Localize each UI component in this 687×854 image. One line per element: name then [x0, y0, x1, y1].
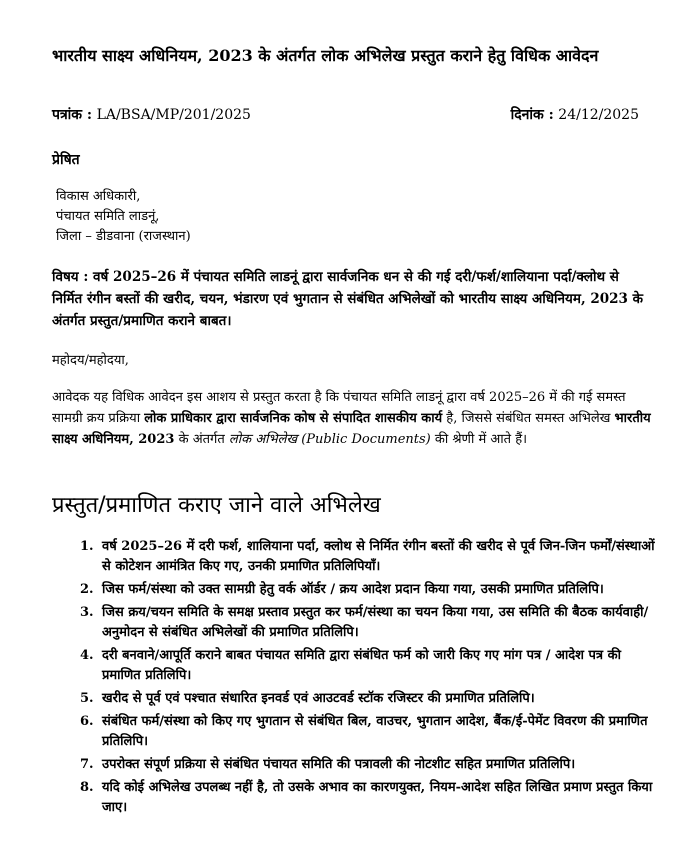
item-number: 5. — [80, 691, 94, 706]
item-text: दरी बनवाने/आपूर्ति कराने बाबत पंचायत समिति द्वारा संबंधित फर्म को जारी किए गए मांग पत्र / आदेश पत्र की प्रमाणित प्रतिलिपि। — [102, 648, 621, 683]
list-item — [80, 712, 660, 752]
subject — [52, 266, 652, 332]
item-text: उपरोक्त संपूर्ण प्रक्रिया से संबंधित पंचायत समिति की पत्रावली की नोटशीट सहित प्रमाणित प्रतिलिपि। — [102, 757, 576, 772]
item-number: 6. — [80, 714, 94, 729]
item-text: वर्ष 2025–26 में दरी फर्श, शालियाना पर्दा, क्लोथ से निर्मित रंगीन बस्तों की खरीद से पूर्व जिन-जिन फर्मों/संस्थाओं से कोटेशन आमंत्रित किए गए, उनकी प्रमाणित प्रतिलिपियाँ। — [102, 539, 655, 574]
list-item — [80, 537, 660, 577]
list-item — [80, 778, 660, 818]
act-name: भारतीय साक्ष्य अधिनियम, 2023 — [52, 411, 651, 447]
item-number: 2. — [80, 582, 94, 597]
item-text: संबंधित फर्म/संस्था को किए गए भुगतान से संबंधित बिल, वाउचर, भुगतान आदेश, बैंक/ई-पेमेंट विवरण की प्रमाणित प्रतिलिपि। — [102, 714, 648, 749]
item-number: 7. — [80, 757, 94, 772]
item-text: खरीद से पूर्व एवं पश्चात संधारित इनवर्ड एवं आउटवर्ड स्टॉक रजिस्टर की प्रमाणित प्रतिलिपि। — [102, 691, 535, 706]
body-text: की श्रेणी में आते हैं। — [434, 432, 528, 447]
recipient-heading: प्रेषित — [52, 152, 80, 168]
public-documents-term: लोक अभिलेख (Public Documents) — [228, 432, 431, 447]
list-item — [80, 689, 660, 709]
recipient-address — [56, 187, 191, 247]
body-text: आवेदक यह विधिक आवेदन इस आशय से प्रस्तुत करता है कि पंचायत समिति लाडनूं द्वारा वर्ष 2025–26 में की गई समस्त सामग्री क्रय प्रक्रिया — [52, 390, 626, 426]
body-text: है, जिससे संबंधित समस्त अभिलेख — [446, 411, 611, 426]
item-number: 4. — [80, 648, 94, 663]
address-line: जिला – डीडवाना (राजस्थान) — [56, 229, 191, 244]
body-text: के अंतर्गत — [178, 432, 225, 447]
body-paragraph — [52, 387, 652, 450]
address-line: विकास अधिकारी, — [56, 189, 141, 204]
salutation: महोदय/महोदया, — [52, 353, 129, 368]
item-number: 3. — [80, 605, 94, 620]
document-title: भारतीय साक्ष्य अधिनियम, 2023 के अंतर्गत लोक अभिलेख प्रस्तुत कराने हेतु विधिक आवेदन — [52, 46, 599, 65]
item-text: जिस क्रय/चयन समिति के समक्ष प्रस्ताव प्रस्तुत कर फर्म/संस्था का चयन किया गया, उस समिति की बैठक कार्यवाही/अनुमोदन से संबंधित अभिलेखों की प्रमाणित प्रतिलिपि। — [102, 605, 649, 640]
list-item — [80, 580, 660, 600]
item-number: 1. — [80, 539, 94, 554]
address-line: पंचायत समिति लाडनूं, — [56, 209, 160, 224]
list-item — [80, 603, 660, 643]
reference-label: पत्रांक : — [52, 107, 93, 123]
document-date — [511, 105, 639, 125]
date-label: दिनांक : — [510, 107, 554, 123]
list-item — [80, 755, 660, 775]
date-value: 24/12/2025 — [558, 107, 639, 123]
reference-value: LA/BSA/MP/201/2025 — [96, 107, 251, 123]
list-item — [80, 646, 660, 686]
reference-number — [52, 105, 251, 125]
item-number: 8. — [80, 780, 94, 795]
body-bold-text: लोक प्राधिकार द्वारा सार्वजनिक कोष से संपादित शासकीय कार्य — [144, 411, 443, 426]
subject-label: विषय : — [52, 269, 89, 285]
item-text: यदि कोई अभिलेख उपलब्ध नहीं है, तो उसके अभाव का कारणयुक्त, नियम-आदेश सहित लिखित प्रमाण प्रस्तुत किया जाए। — [102, 780, 653, 815]
section-heading: प्रस्तुत/प्रमाणित कराए जाने वाले अभिलेख — [52, 493, 381, 518]
documents-list — [80, 537, 660, 821]
subject-text: वर्ष 2025–26 में पंचायत समिति लाडनूं द्वारा सार्वजनिक धन से की गई दरी/फर्श/शालियाना पर्दा/क्लोथ से निर्मित रंगीन बस्तों की खरीद, चयन, भंडारण एवं भुगतान से संबंधित अभिलेखों को भारतीय साक्ष्य अधिनियम, 2023 के अंतर्गत प्रस्तुत/प्रमाणित कराने बाबत। — [52, 269, 643, 329]
item-text: जिस फर्म/संस्था को उक्त सामग्री हेतु वर्क ऑर्डर / क्रय आदेश प्रदान किया गया, उसकी प्रमाणित प्रतिलिपि। — [102, 582, 604, 597]
